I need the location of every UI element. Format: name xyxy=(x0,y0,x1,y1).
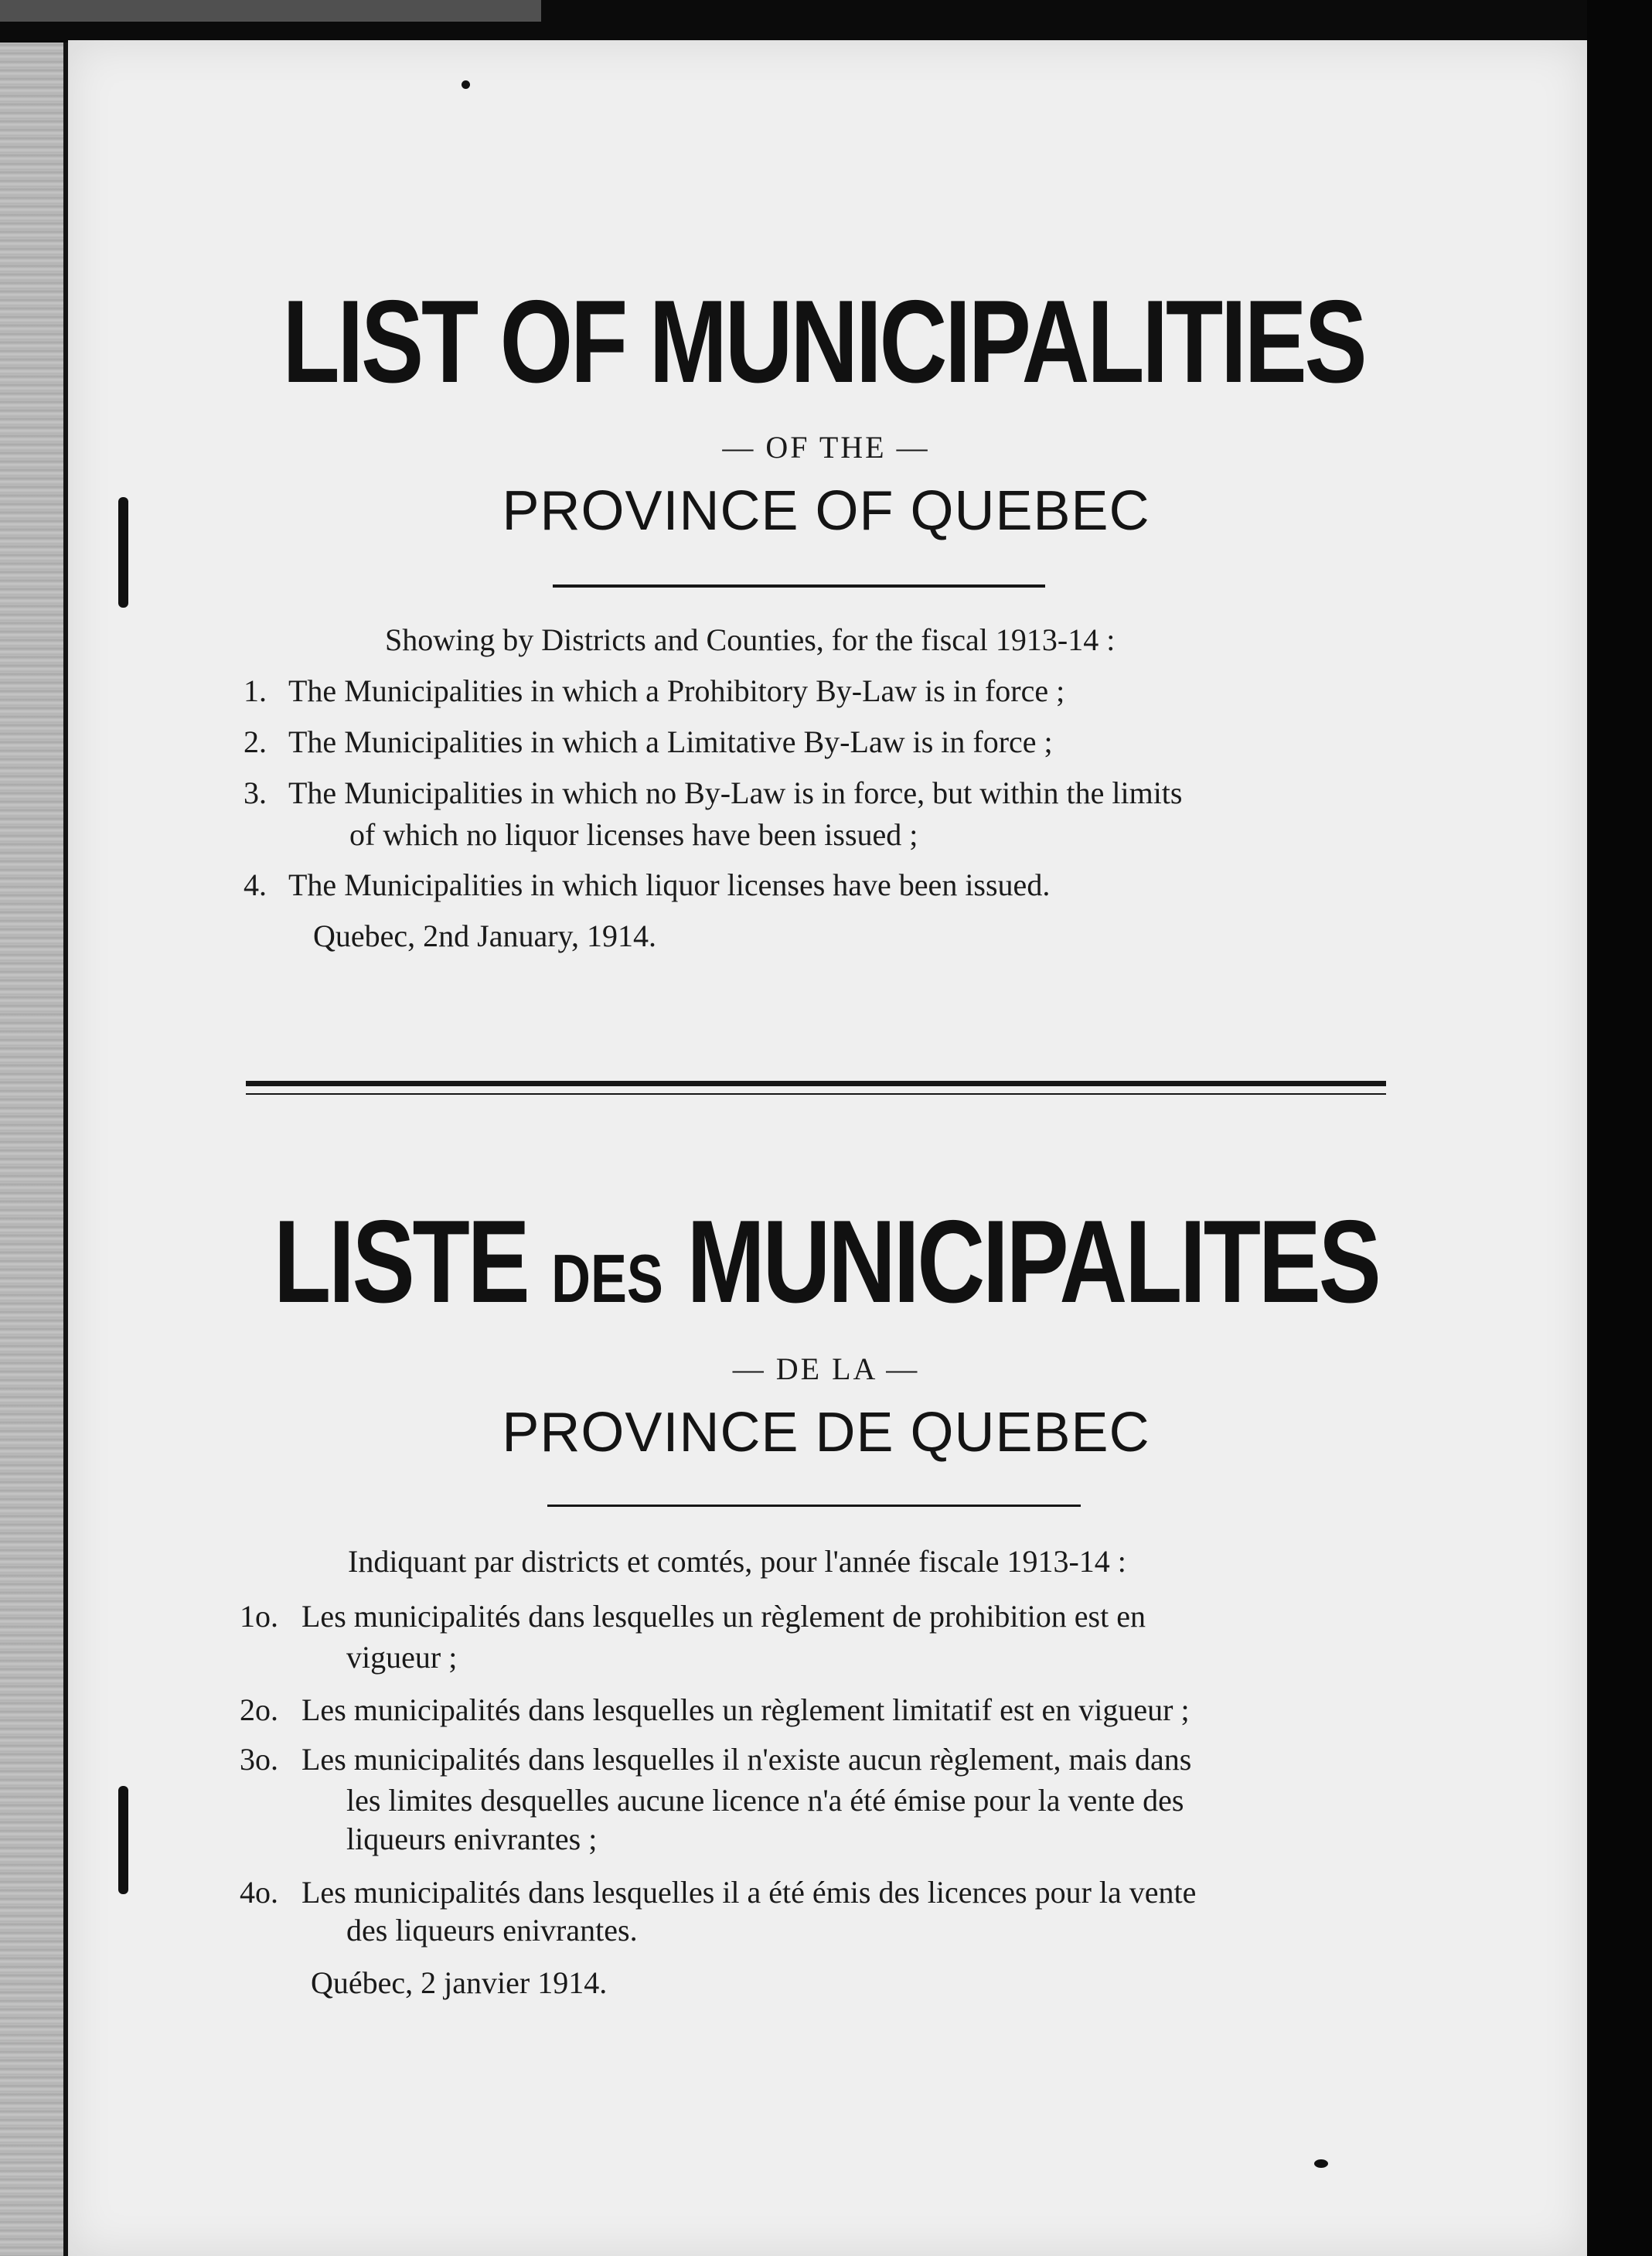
french-title-part1: LISTE xyxy=(273,1196,528,1327)
french-item-4-number: 4o. xyxy=(240,1875,278,1910)
french-item-4 xyxy=(240,1871,1196,1914)
french-item-3-continuation-1: les limites desquelles aucune licence n'a été émise pour la vente des xyxy=(346,1783,1184,1818)
french-item-1-continuation: vigueur ; xyxy=(346,1640,458,1675)
english-item-1-text: The Municipalities in which a Prohibitory By-Law is in force ; xyxy=(288,673,1065,708)
speck-bottom-right xyxy=(1314,2159,1328,2168)
english-item-1-number: 1. xyxy=(244,673,267,708)
french-item-1-text: Les municipalités dans lesquelles un règlement de prohibition est en xyxy=(301,1599,1146,1634)
english-short-rule xyxy=(553,584,1045,588)
english-item-4 xyxy=(244,864,1050,907)
french-province-heading: PROVINCE DE QUEBEC xyxy=(502,1402,1150,1464)
french-item-2-text: Les municipalités dans lesquelles un règlement limitatif est en vigueur ; xyxy=(301,1692,1190,1727)
section-divider-thin xyxy=(246,1093,1386,1095)
binding-mark-lower xyxy=(118,1786,128,1894)
english-title: LIST OF MUNICIPALITIES xyxy=(282,276,1365,407)
french-item-1-number: 1o. xyxy=(240,1599,278,1634)
speck-top xyxy=(462,80,470,89)
scan-right-border xyxy=(1587,0,1652,2256)
french-item-3 xyxy=(240,1738,1191,1781)
french-item-4-text: Les municipalités dans lesquelles il a été émis des licences pour la vente xyxy=(301,1875,1197,1910)
french-subtitle: — DE LA — xyxy=(732,1351,920,1386)
english-item-3-continuation: of which no liquor licenses have been issued ; xyxy=(349,817,918,852)
french-intro: Indiquant par districts et comtés, pour l'année fiscale 1913-14 : xyxy=(348,1544,1126,1579)
french-item-3-text: Les municipalités dans lesquelles il n'existe aucun règlement, mais dans xyxy=(301,1742,1192,1777)
english-item-4-text: The Municipalities in which liquor licenses have been issued. xyxy=(288,867,1051,902)
english-subtitle: — OF THE — xyxy=(722,430,930,465)
section-divider-thick xyxy=(246,1081,1386,1086)
english-item-2-text: The Municipalities in which a Limitative By-Law is in force ; xyxy=(288,724,1053,759)
english-province-heading: PROVINCE OF QUEBEC xyxy=(502,480,1150,542)
french-item-2 xyxy=(240,1689,1190,1732)
english-dateline: Quebec, 2nd January, 1914. xyxy=(313,918,656,953)
french-item-3-continuation-2: liqueurs enivrantes ; xyxy=(346,1821,598,1856)
french-item-1 xyxy=(240,1595,1146,1638)
french-dateline: Québec, 2 janvier 1914. xyxy=(311,1965,608,2000)
english-item-3 xyxy=(244,772,1182,815)
english-item-3-number: 3. xyxy=(244,775,267,810)
french-short-rule xyxy=(547,1505,1081,1507)
scan-top-noise xyxy=(0,0,541,22)
english-item-3-text: The Municipalities in which no By-Law is in force, but within the limits xyxy=(288,775,1183,810)
english-item-2 xyxy=(244,721,1053,764)
french-item-3-number: 3o. xyxy=(240,1742,278,1777)
english-item-2-number: 2. xyxy=(244,724,267,759)
english-intro: Showing by Districts and Counties, for the fiscal 1913-14 : xyxy=(385,622,1116,657)
french-item-4-continuation: des liqueurs enivrantes. xyxy=(346,1913,638,1948)
french-title-part2: DES xyxy=(551,1240,663,1317)
book-spine-edge xyxy=(0,43,63,2256)
english-item-1 xyxy=(244,670,1064,713)
french-title xyxy=(165,1194,1487,1330)
french-item-2-number: 2o. xyxy=(240,1692,278,1727)
english-item-4-number: 4. xyxy=(244,867,267,902)
french-title-part3: MUNICIPALITES xyxy=(686,1196,1379,1327)
